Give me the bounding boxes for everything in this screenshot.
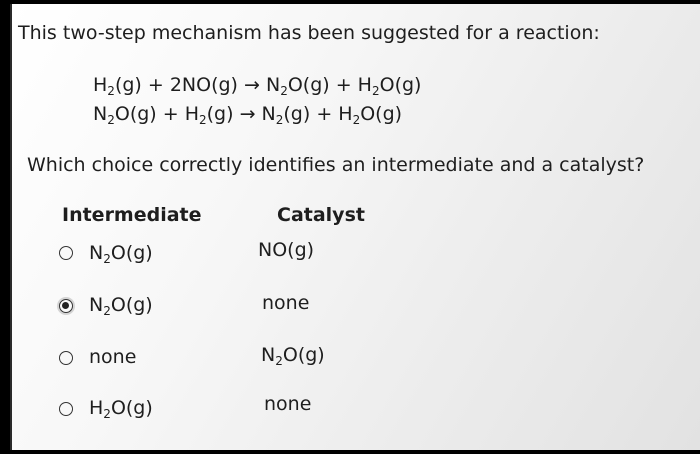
question-prompt: This two-step mechanism has been suggested for a reaction: — [18, 22, 600, 44]
radio-button-d[interactable] — [59, 402, 73, 416]
question-panel — [10, 4, 700, 450]
catalyst-header: Catalyst — [277, 204, 365, 226]
radio-button-c[interactable] — [59, 351, 73, 365]
option-d-catalyst: none — [264, 393, 312, 415]
option-a-intermediate: $N_2O(g)$ — [89, 242, 153, 266]
reaction-step-1: $H_2(g) + 2NO(g) \to N_2O(g) + H_2O(g)$ — [93, 74, 422, 98]
option-c-intermediate: none — [89, 346, 137, 368]
option-b-catalyst: none — [262, 292, 310, 314]
option-a-catalyst: NO(g) — [258, 239, 315, 261]
radio-button-a[interactable] — [59, 246, 73, 260]
reaction-step-2: $N_2O(g) + H_2(g) \to N_2(g) + H_2O(g)$ — [93, 103, 403, 127]
option-b-intermediate: $N_2O(g)$ — [89, 294, 153, 318]
option-d-intermediate: $H_2O(g)$ — [89, 397, 153, 421]
radio-button-b-selected[interactable] — [59, 299, 73, 313]
question-text: Which choice correctly identifies an intermediate and a catalyst? — [27, 154, 645, 176]
intermediate-header: Intermediate — [62, 204, 202, 226]
option-c-catalyst: $N_2O(g)$ — [261, 344, 325, 368]
